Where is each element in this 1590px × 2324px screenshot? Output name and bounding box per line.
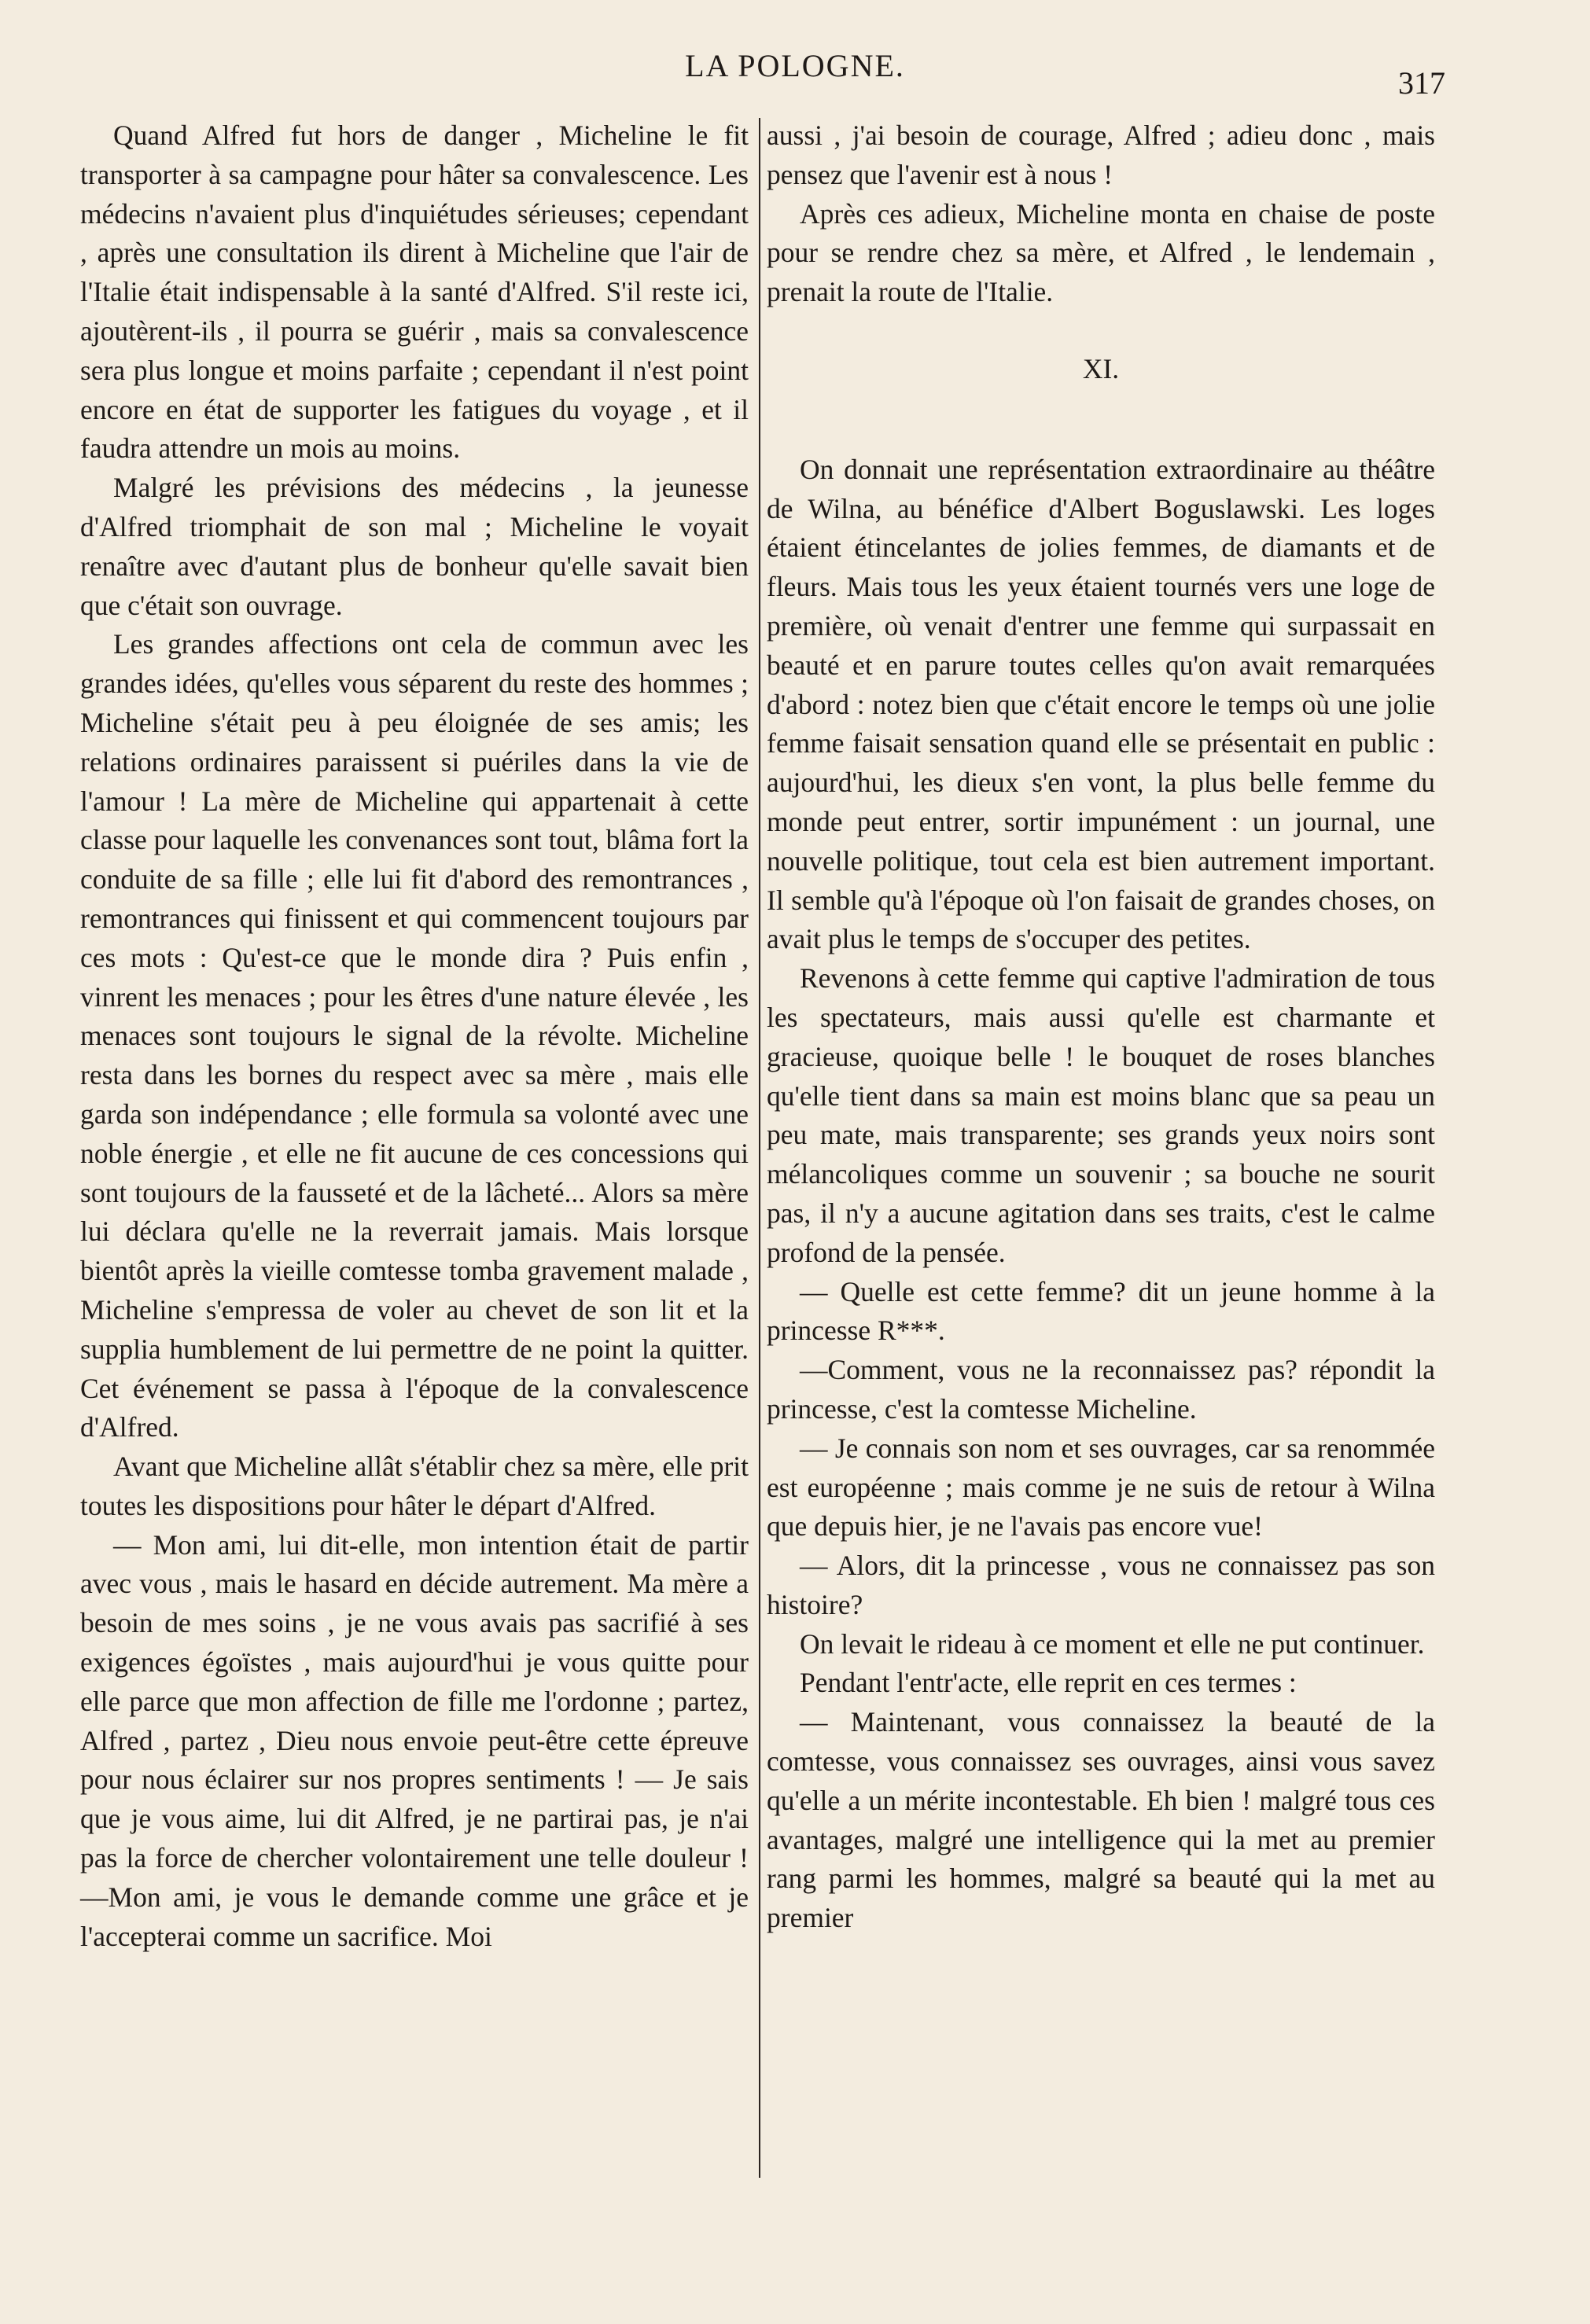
left-column bbox=[80, 116, 749, 1956]
paragraph: Après ces adieux, Micheline monta en chaise de poste pour se rendre chez sa mère, et Alfred , le lendemain , prenait la route de l'Italie. bbox=[767, 197, 1435, 308]
section-heading: XI. bbox=[1082, 352, 1120, 384]
paragraph: — Maintenant, vous connaissez la beauté de la comtesse, vous connaissez ses ouvrages, ainsi vous savez qu'elle a un mérite incontestable. Eh bien ! malgré tous ces avantages, malgré une intelligence qui la met au premier rang parmi les hommes, malgré sa beauté qui la met au premier bbox=[767, 1706, 1435, 1934]
paragraph: Pendant l'entr'acte, elle reprit en ces termes : bbox=[800, 1667, 1297, 1699]
paragraph: Les grandes affections ont cela de commun avec les grandes idées, qu'elles vous séparent du reste des hommes ; Micheline s'était peu à peu éloignée de ses amis; les relations ordinaires paraissent si puériles dans la vie de l'amour ! La mère de Micheline qui appartenait à cette classe pour laquelle les convenances sont tout, blâma fort la conduite de sa fille ; elle lui fit d'abord des remontrances , remontrances qui finissent et qui commencent toujours par ces mots : Qu'est-ce que le monde dira ? Puis enfin , vinrent les menaces ; pour les êtres d'une nature élevée , les menaces sont toujours le signal de la révolte. Micheline resta dans les bornes du respect avec sa mère , mais elle garda son indépendance ; elle formula sa volonté avec une noble énergie , et elle ne fit aucune de ces concessions qui sont toujours de la fausseté et de la lâcheté... Alors sa mère lui déclara qu'elle ne la reverrait jamais. Mais lorsque bientôt après la vieille comtesse tomba gravement malade , Micheline s'empressa de voler au chevet de son lit et la supplia humblement de lui permettre de ne point la quitter. Cet événement se passa à l'époque de la convalescence d'Alfred. bbox=[80, 628, 749, 1443]
paragraph: —Comment, vous ne la reconnaissez pas? répondit la princesse, c'est la comtesse Micheline. bbox=[767, 1354, 1435, 1425]
paragraph: — Je connais son nom et ses ouvrages, car sa renommée est européenne ; mais comme je ne suis de retour à Wilna que depuis hier, je ne l'avais pas encore vue! bbox=[767, 1432, 1435, 1543]
paragraph: Avant que Micheline allât s'établir chez sa mère, elle prit toutes les dispositions pour hâter le départ d'Alfred. bbox=[80, 1451, 749, 1521]
paragraph: — Quelle est cette femme? dit un jeune homme à la princesse R***. bbox=[767, 1275, 1435, 1347]
paragraph: Quand Alfred fut hors de danger , Micheline le fit transporter à sa campagne pour hâter sa convalescence. Les médecins n'avaient plus d'inquiétudes sérieuses; cependant , après une consultation ils dirent à Micheline que l'air de l'Italie était indispensable à la santé d'Alfred. S'il reste ici, ajoutèrent-ils , il pourra se guérir , mais sa convalescence sera plus longue et moins parfaite ; cependant il n'est point encore en état de supporter les fatigues du voyage , et il faudra attendre un mois au moins. bbox=[80, 120, 749, 465]
paragraph-continuation: aussi , j'ai besoin de courage, Alfred ; adieu donc , mais pensez que l'avenir est à nous ! bbox=[767, 120, 1435, 190]
page-number: 317 bbox=[1398, 65, 1445, 101]
paragraph: On levait le rideau à ce moment et elle ne put continuer. bbox=[800, 1627, 1425, 1660]
paragraph: Revenons à cette femme qui captive l'admiration de tous les spectateurs, mais aussi qu'elle est charmante et gracieuse, quoique belle ! le bouquet de roses blanches qu'elle tient dans sa main est moins blanc que sa peau un peu mate, mais transparente; ses grands yeux noirs sont mélancoliques comme un souvenir ; sa bouche ne sourit pas, il n'y a aucune agitation dans ses traits, c'est le calme profond de la pensée. bbox=[767, 962, 1435, 1268]
paragraph: — Alors, dit la princesse , vous ne connaissez pas son histoire? bbox=[767, 1550, 1435, 1620]
running-title: LA POLOGNE. bbox=[685, 48, 905, 83]
paragraph: Malgré les prévisions des médecins , la jeunesse d'Alfred triomphait de son mal ; Micheline le voyait renaître avec d'autant plus de bonheur qu'elle savait bien que c'était son ouvrage. bbox=[80, 472, 749, 621]
column-divider bbox=[759, 118, 760, 2178]
paragraph: On donnait une représentation extraordinaire au théâtre de Wilna, au bénéfice d'Albert Boguslawski. Les loges étaient étincelantes de jolies femmes, de diamants et de fleurs. Mais tous les yeux étaient tournés vers une loge de première, où venait d'entrer une femme qui surpassait en beauté et en parure toutes celles qu'on avait remarquées d'abord : notez bien que c'était encore le temps où une jolie femme faisait sensation quand elle se présentait en public : aujourd'hui, les dieux s'en vont, la plus belle femme du monde peut entrer, sortir impunément : un journal, une nouvelle politique, tout cela est bien autrement important. Il semble qu'à l'époque où l'on faisait de grandes choses, on avait plus le temps de s'occuper des petites. bbox=[767, 453, 1435, 955]
paragraph: — Mon ami, lui dit-elle, mon intention était de partir avec vous , mais le hasard en décide autrement. Ma mère a besoin de mes soins , je ne vous avais pas sacrifié à ses exigences égoïstes , mais aujourd'hui je vous quitte pour elle parce que mon affection de fille me l'ordonne ; partez, Alfred , partez , Dieu nous envoie peut-être cette épreuve pour nous éclairer sur nos propres sentiments ! — Je sais que je vous aime, lui dit Alfred, je ne partirai pas, je n'ai pas la force de chercher volontairement une telle douleur !—Mon ami, je vous le demande comme une grâce et je l'accepterai comme un sacrifice. Moi bbox=[80, 1528, 749, 1952]
right-column bbox=[767, 116, 1435, 1938]
